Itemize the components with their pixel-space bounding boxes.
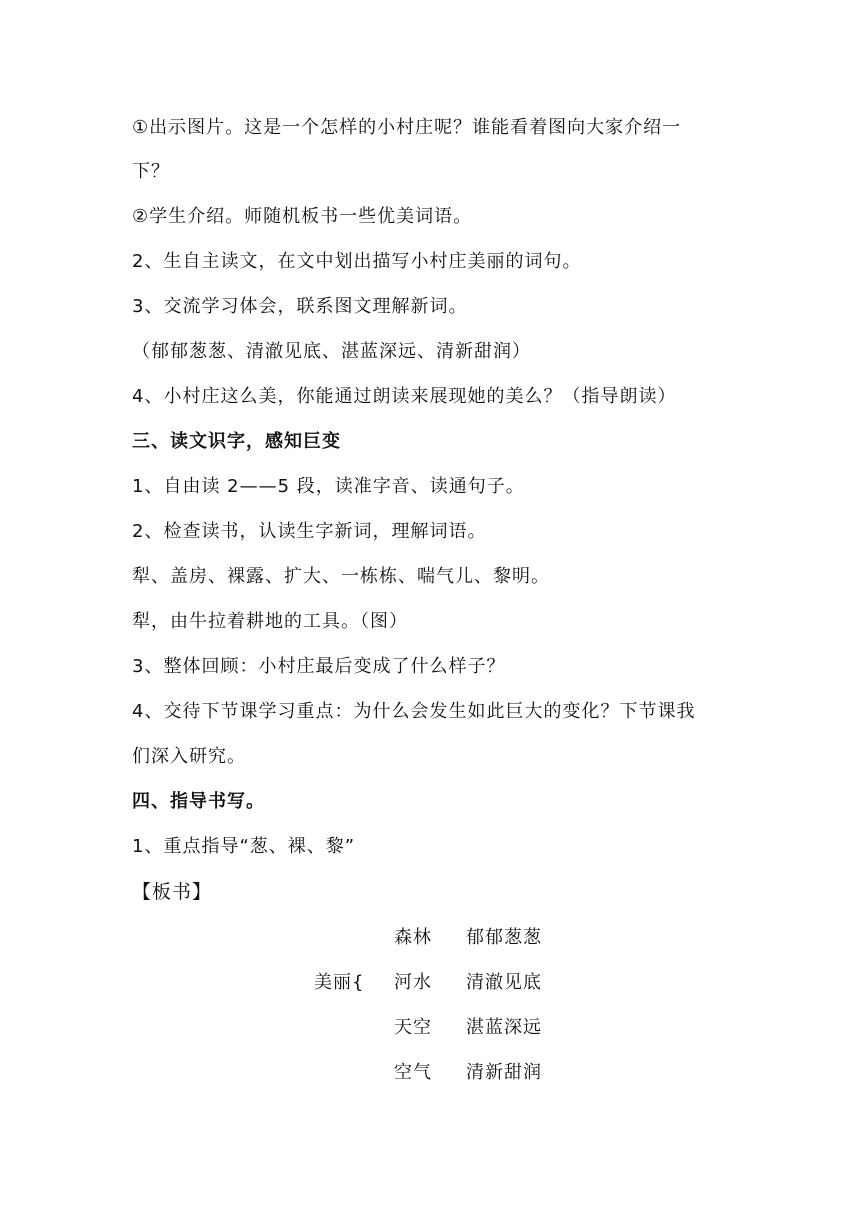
text-line: 1、自由读 2——5 段，读准字音、读通句子。: [132, 476, 525, 497]
text-line: 2、生自主读文，在文中划出描写小村庄美丽的词句。: [132, 251, 582, 272]
text-line: ②学生介绍。师随机板书一些优美词语。: [132, 206, 473, 227]
board-title: 【板书】: [132, 881, 213, 903]
board-item-value: 郁郁葱葱: [466, 927, 542, 948]
board-item-label: 河水: [394, 972, 432, 993]
text-line: 2、检查读书，认读生字新词，理解词语。: [132, 521, 487, 542]
text-line: 犁、盖房、裸露、扩大、一栋栋、喘气儿、黎明。: [132, 566, 550, 587]
text-line: 4、交待下节课学习重点：为什么会发生如此巨大的变化？下节课我: [132, 701, 696, 722]
board-item-label: 天空: [394, 1017, 432, 1038]
text-line: 4、小村庄这么美，你能通过朗读来展现她的美么？（指导朗读）: [132, 386, 677, 407]
text-line: ①出示图片。这是一个怎样的小村庄呢？谁能看着图向大家介绍一: [132, 117, 682, 138]
section-heading: 三、读文识字，感知巨变: [132, 431, 341, 452]
text-line: 下？: [132, 161, 170, 182]
section-heading: 四、指导书写。: [132, 791, 265, 812]
board-item-value: 清新甜润: [466, 1062, 542, 1083]
board-item-value: 湛蓝深远: [466, 1017, 542, 1038]
text-line: 3、交流学习体会，联系图文理解新词。: [132, 296, 468, 317]
text-line: 犁，由牛拉着耕地的工具。（图）: [132, 611, 408, 632]
board-item-value: 清澈见底: [466, 972, 542, 993]
board-item-label: 空气: [394, 1062, 432, 1083]
board-item-label: 森林: [394, 927, 432, 948]
text-line: （郁郁葱葱、清澈见底、湛蓝深远、清新甜润）: [132, 341, 531, 362]
text-line: 3、整体回顾：小村庄最后变成了什么样子？: [132, 656, 506, 677]
board-prefix: 美丽{: [314, 972, 365, 993]
text-line: 1、重点指导“葱、裸、黎”: [132, 836, 356, 857]
text-line: 们深入研究。: [132, 746, 246, 767]
